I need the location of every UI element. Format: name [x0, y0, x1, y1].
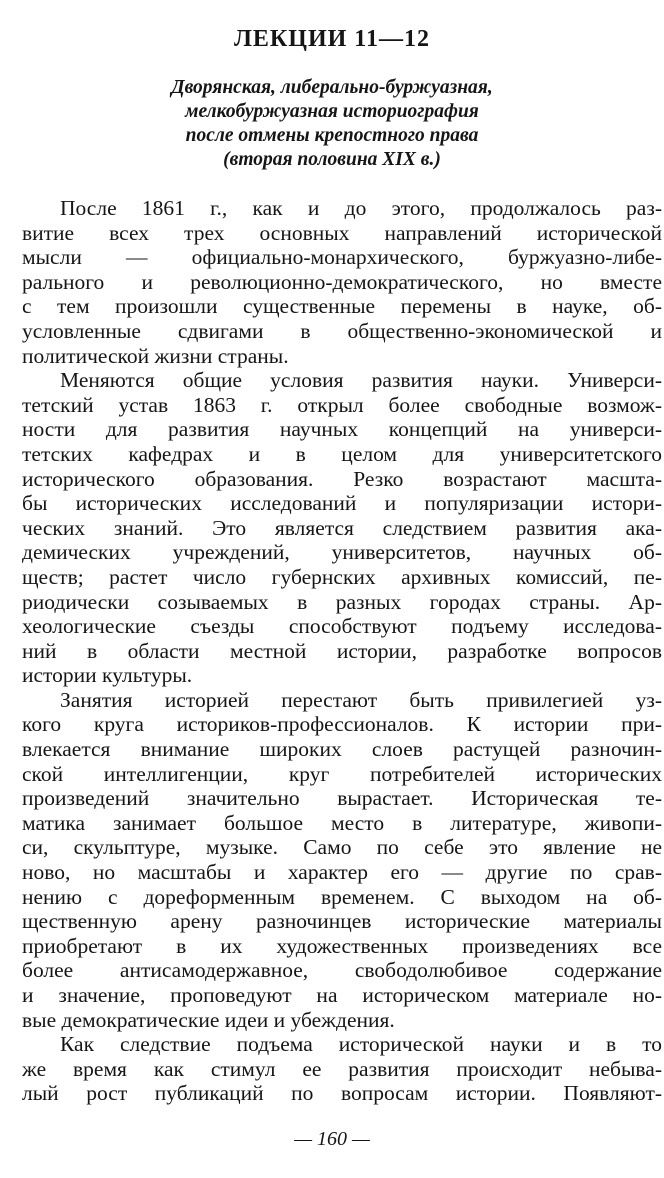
text-line: ществ; растет число губернских архивных комиссий, пе-	[22, 564, 662, 589]
text-line: Занятия историей перестают быть привилегией уз-	[60, 687, 662, 712]
subheading-line: (вторая половина XIX в.)	[223, 149, 441, 170]
subheading-line: после отмены крепостного права	[185, 125, 479, 146]
text-line: влекается внимание широких слоев растущей разночин-	[22, 737, 662, 762]
text-line: риодически созываемых в разных городах страны. Ар-	[22, 589, 662, 614]
text-line: с тем произошли существенные перемены в науке, об-	[22, 294, 662, 319]
text-line: ческих знаний. Это является следствием развития ака-	[22, 515, 662, 540]
text-line: ской интеллигенции, круг потребителей исторических	[22, 761, 662, 786]
text-line: и значение, проповедуют на историческом материале но-	[22, 983, 662, 1007]
text-line: си, скульптуре, музыке. Само по себе это явление не	[22, 835, 662, 860]
text-line: хеологические съезды способствуют подъему исследова-	[22, 614, 662, 639]
text-line: демических учреждений, университетов, научных об-	[22, 540, 662, 565]
text-line: приобретают в их художественных произведениях все	[22, 933, 662, 958]
text-line: матика занимает большое место в литературе, живопи-	[22, 810, 662, 835]
text-line: Как следствие подъема исторической науки и в то	[60, 1032, 662, 1057]
lecture-subheading	[90, 76, 574, 172]
text-line: произведений значительно вырастает. Историческая те-	[22, 786, 662, 811]
lecture-heading: ЛЕКЦИИ 11—12	[234, 26, 430, 52]
text-line: кого круга историков-профессионалов. К истории при-	[22, 712, 662, 737]
text-line: тетских кафедрах и в целом для университетского	[22, 441, 662, 466]
text-line: бы исторических исследований и популяризации истори-	[22, 491, 662, 516]
text-line: более антисамодержавное, свободолюбивое содержание	[22, 958, 662, 983]
text-line: ново, но масштабы и характер его — другие по срав-	[22, 860, 662, 885]
page-number: — 160 —	[294, 1128, 370, 1150]
text-line: вые демократические идеи и убеждения.	[22, 1007, 395, 1032]
text-line: условленные сдвигами в общественно-экономической и	[22, 318, 662, 343]
body-text	[22, 196, 662, 1106]
subheading-line: мелкобуржуазная историография	[185, 101, 479, 122]
text-line: щественную арену разночинцев исторические материалы	[22, 909, 662, 934]
text-line: рального и революционно-демократического, но вместе	[22, 269, 662, 294]
text-line: лый рост публикаций по вопросам истории. Появляют-	[22, 1081, 662, 1106]
text-line: политической жизни страны.	[22, 343, 289, 368]
text-line: исторического образования. Резко возрастают масшта-	[22, 466, 662, 491]
text-line: После 1861 г., как и до этого, продолжалось раз-	[60, 196, 662, 220]
text-line: ний в области местной истории, разработке вопросов	[22, 638, 662, 663]
text-line: же время как стимул ее развития происходит небыва-	[22, 1056, 662, 1081]
subheading-line: Дворянская, либерально-буржуазная,	[171, 77, 493, 98]
text-line: витие всех трех основных направлений исторической	[22, 220, 662, 245]
text-line: истории культуры.	[22, 663, 193, 688]
text-line: тетский устав 1863 г. открыл более свободные возмож-	[22, 392, 662, 417]
text-line: нению с дореформенным временем. С выходом на об-	[22, 884, 662, 909]
text-line: мысли — официально-монархического, буржуазно-либе-	[22, 245, 662, 270]
text-line: ности для развития научных концепций на универси-	[22, 417, 662, 442]
text-line: Меняются общие условия развития науки. Универси-	[60, 368, 662, 393]
